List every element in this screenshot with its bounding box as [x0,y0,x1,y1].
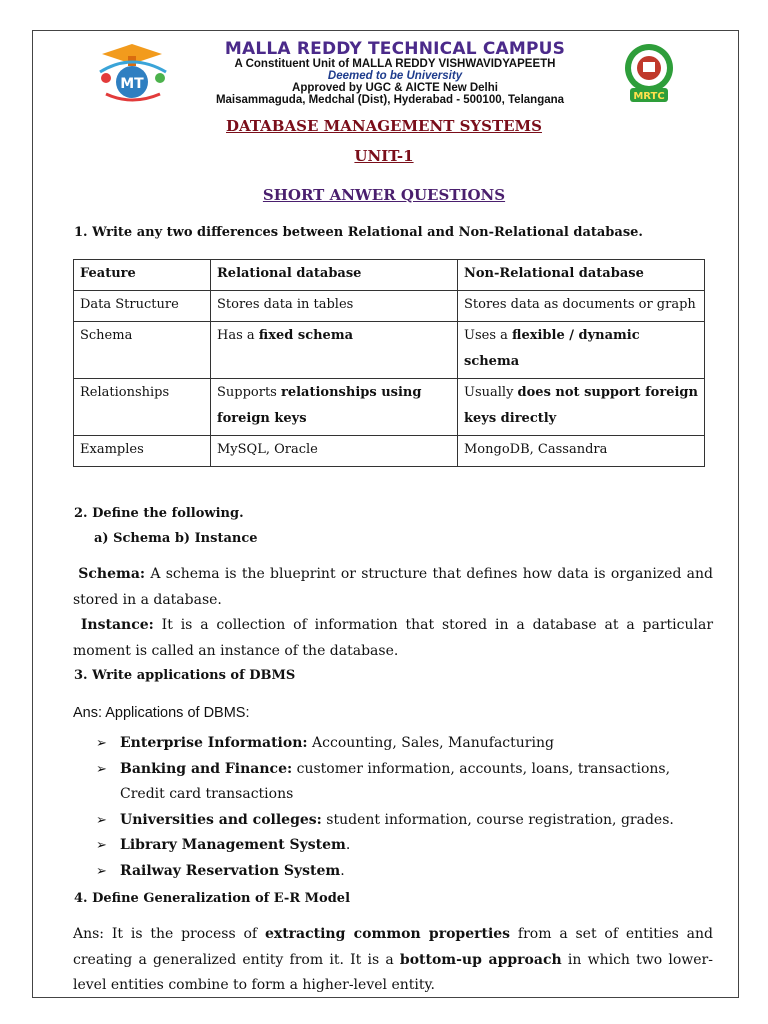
table-cell: Stores data as documents or graph [458,291,705,322]
table-cell [211,322,458,379]
item-bold: Railway Reservation System [120,862,341,879]
answer-4-bold: bottom-up approach [399,951,562,968]
item-text: . [345,837,351,853]
question-1: 1. Write any two differences between Relational and Non-Relational database. [74,225,643,240]
item-text: customer information, accounts, loans, transactions, Credit card transactions [120,760,671,802]
list-item [96,859,716,885]
right-logo-text: MRTC [633,91,665,102]
list-item [96,833,716,859]
question-3: 3. Write applications of DBMS [74,668,296,683]
cell-bold-text: fixed schema [258,328,354,343]
table-row [74,436,705,467]
unit-title: UNIT-1 [354,147,414,165]
list-item [96,808,716,834]
item-bold: Universities and colleges: [120,811,322,828]
arrow-bullet-icon: ➢ [96,761,107,777]
header-line-3: Approved by UGC & AICTE New Delhi [292,82,498,94]
instance-label: Instance: [80,617,154,633]
cell-text: Has a [217,328,259,343]
table-header: Relational database [211,260,458,291]
cell-bold-text: relationships using foreign keys [217,385,422,426]
item-text: . [340,862,345,879]
table-cell: Examples [74,436,211,467]
campus-logo-icon [92,42,174,104]
answer-4-text: Ans: It is the process of [73,926,265,942]
cell-text: Usually [464,385,518,400]
schema-definition [73,562,713,613]
left-logo-text: MT [120,76,144,92]
answer-4-text: from a set of entities and creating a generalized entity from it. It is a [73,926,713,968]
schema-text: A schema is the blueprint or structure that defines how data is organized and stored in a database. [73,566,714,608]
item-text: student information, course registration, grades. [321,811,674,828]
institution-name: MALLA REDDY TECHNICAL CAMPUS [224,39,566,59]
cell-text: Uses a [464,328,513,343]
course-title: DATABASE MANAGEMENT SYSTEMS [226,117,542,135]
question-4: 4. Define Generalization of E-R Model [74,891,351,906]
table-cell: Relationships [74,379,211,436]
table-header: Non-Relational database [458,260,705,291]
list-item [96,731,716,757]
table-cell: MySQL, Oracle [211,436,458,467]
cell-bold-text: does not support foreign keys directly [464,385,698,426]
item-bold: Enterprise Information: [120,735,308,751]
section-title: SHORT ANWER QUESTIONS [262,186,506,204]
question-2-sub: a) Schema b) Instance [94,531,258,546]
instance-definition [73,613,713,664]
instance-text: It is a collection of information that stored in a database at a particular moment is called an instance of the database. [73,617,714,659]
mrtc-seal-icon [612,42,686,104]
list-item [96,757,716,808]
cell-text: Supports [217,385,281,400]
table-cell [211,379,458,436]
schema-label: Schema: [78,566,146,582]
header-line-1: A Constituent Unit of MALLA REDDY VISHWAVIDYAPEETH [234,58,556,70]
comparison-table [73,259,705,467]
item-text: Accounting, Sales, Manufacturing [307,735,554,751]
arrow-bullet-icon: ➢ [96,863,107,879]
header-line-4: Maisammaguda, Medchal (Dist), Hyderabad - 500100, Telangana [215,94,565,106]
item-bold: Banking and Finance: [120,760,293,777]
answer-4-bold: extracting common properties [264,926,511,942]
table-row [74,322,705,379]
arrow-bullet-icon: ➢ [96,838,107,853]
applications-list [96,731,716,884]
table-row [74,379,705,436]
item-bold: Library Management System [120,837,346,853]
answer-4 [73,922,713,999]
answer-4-text: in which two lower-level entities combine to form a higher-level entity. [73,951,713,993]
table-cell [458,379,705,436]
arrow-bullet-icon: ➢ [96,812,107,828]
cell-bold-text: flexible / dynamic schema [464,328,640,369]
table-cell: Data Structure [74,291,211,322]
table-row [74,291,705,322]
question-2: 2. Define the following. [74,506,244,521]
table-header-row [74,260,705,291]
table-header: Feature [74,260,211,291]
answer-3-intro: Ans: Applications of DBMS: [73,705,250,721]
arrow-bullet-icon: ➢ [96,736,107,751]
table-cell: MongoDB, Cassandra [458,436,705,467]
table-cell: Stores data in tables [211,291,458,322]
table-cell [458,322,705,379]
table-cell: Schema [74,322,211,379]
header-line-2: Deemed to be University [327,70,463,82]
